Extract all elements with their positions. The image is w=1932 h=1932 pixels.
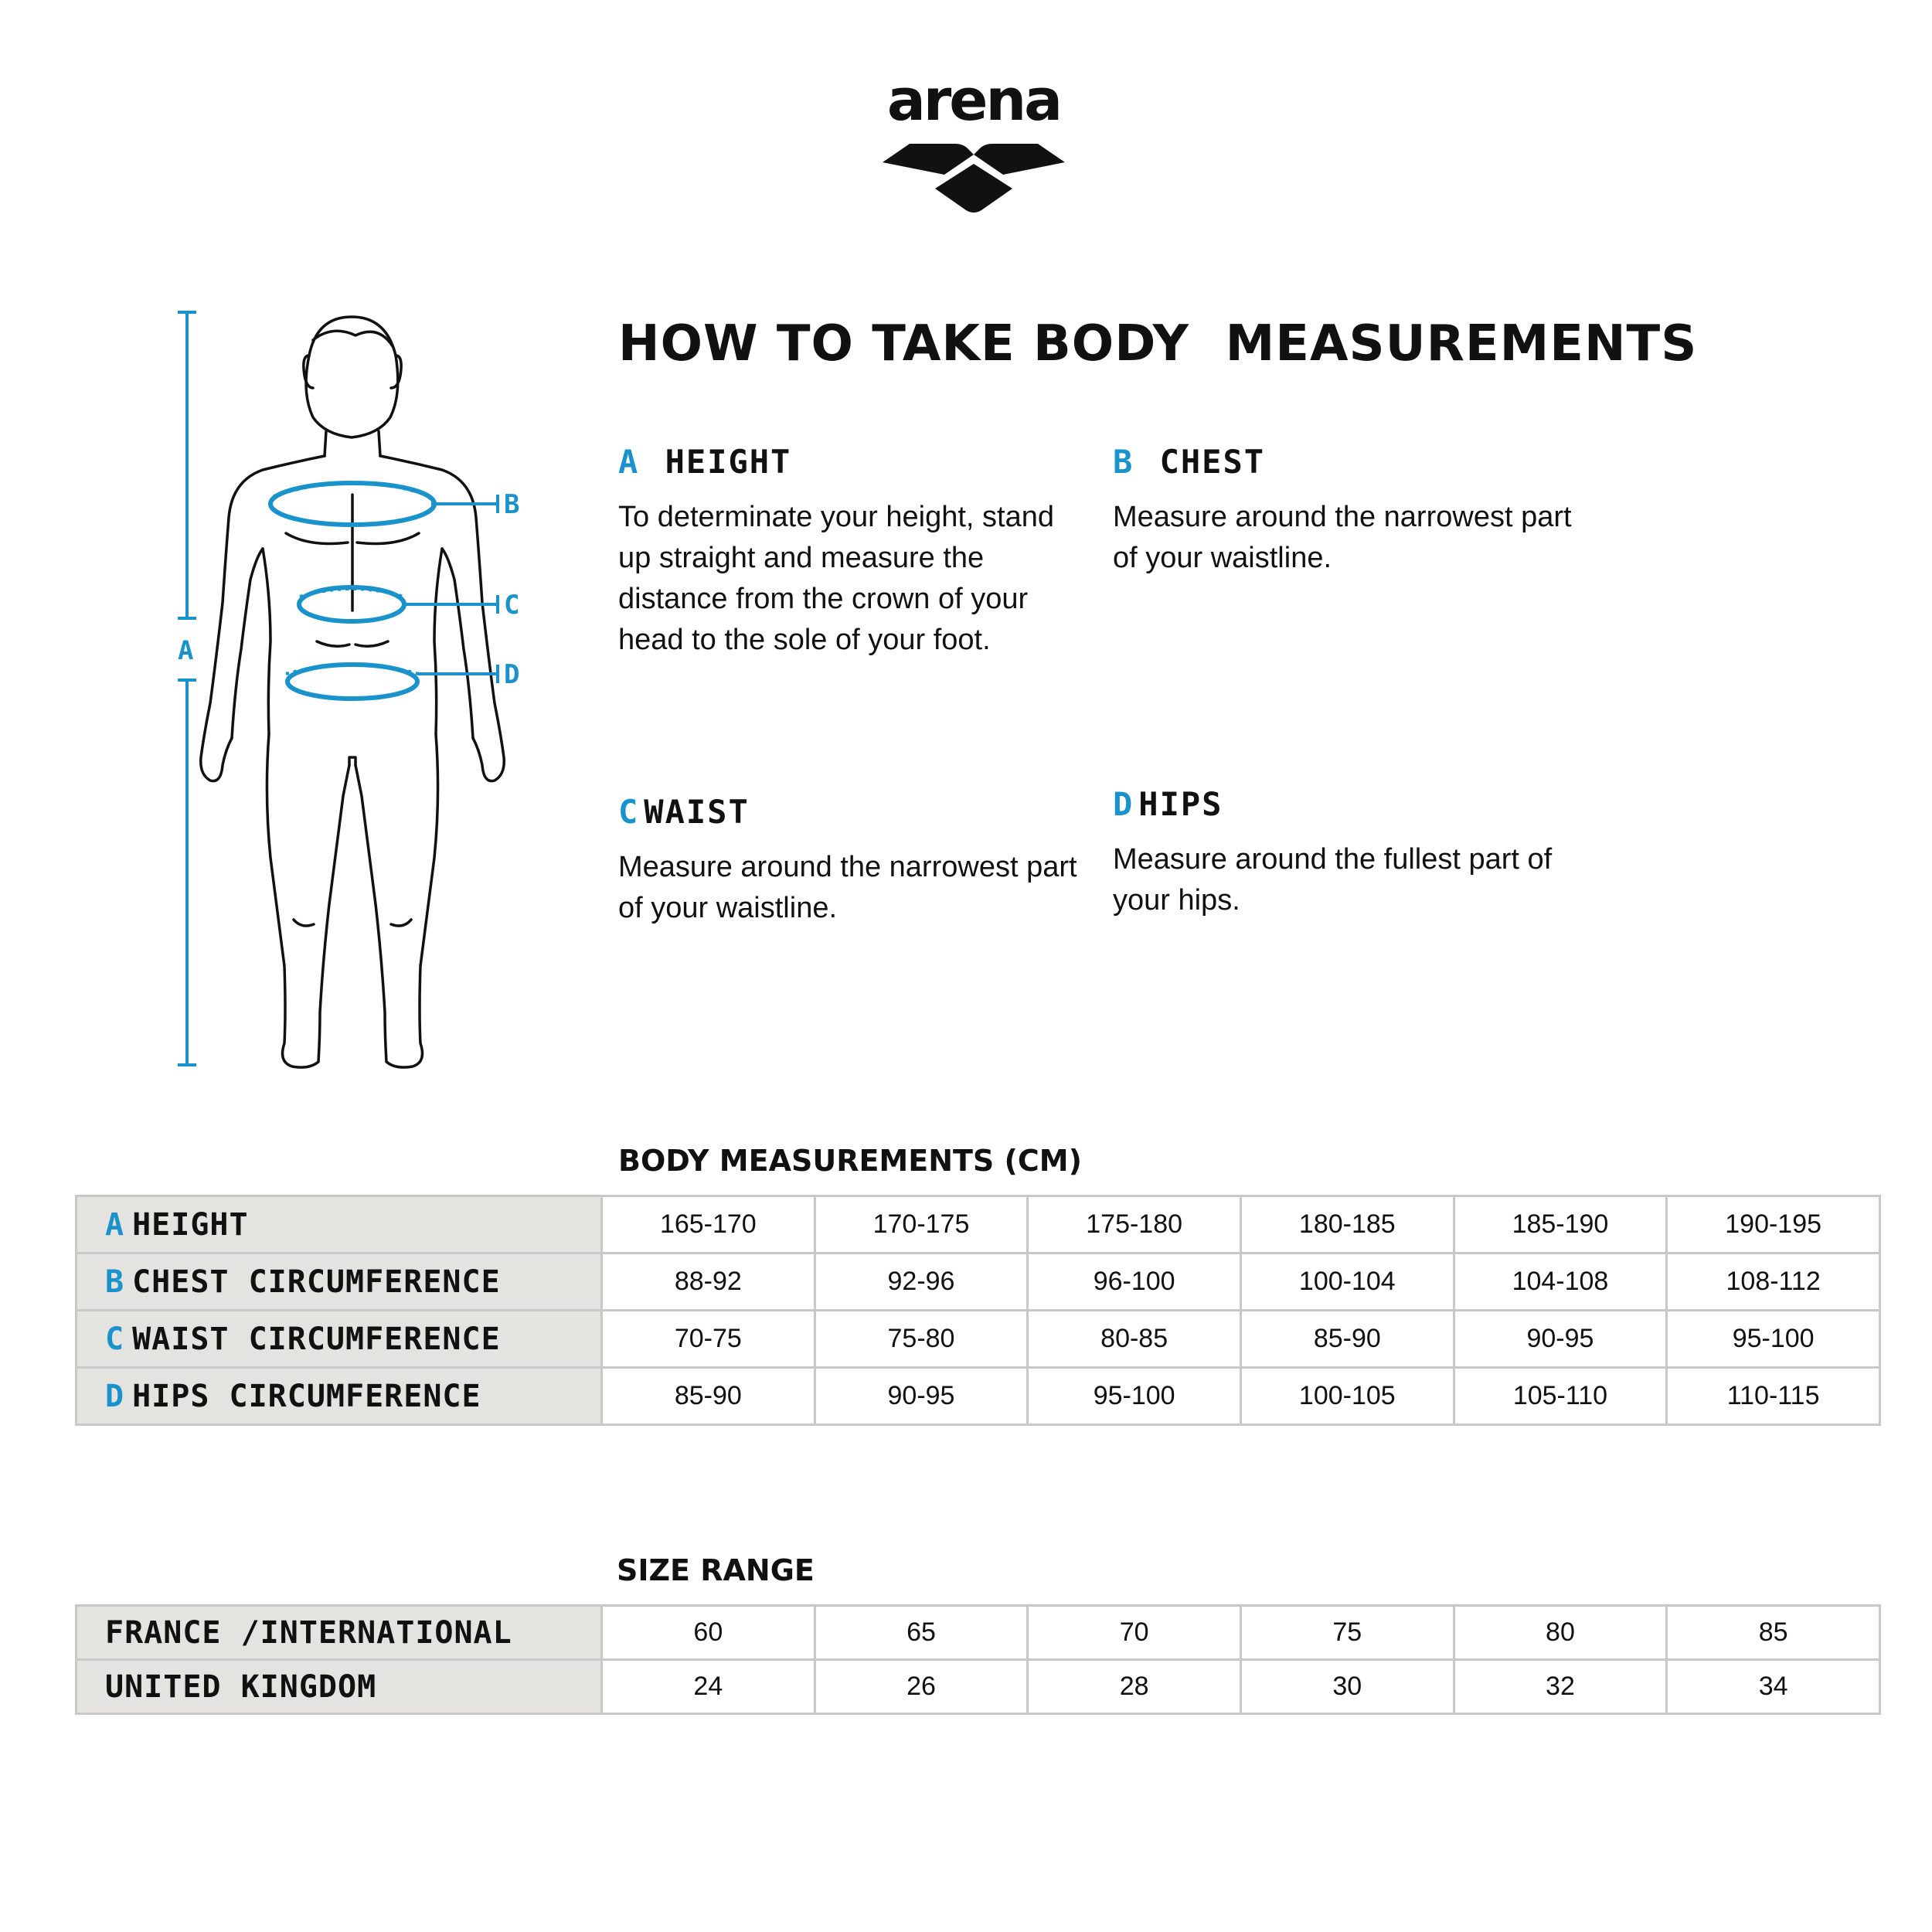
section-text: Measure around the narrowest part of your waistline. bbox=[618, 851, 1077, 925]
section-heading bbox=[618, 794, 1082, 830]
row-label bbox=[77, 1311, 602, 1368]
diamond-logo-icon bbox=[883, 131, 1065, 216]
row-letter: C bbox=[105, 1321, 125, 1357]
section-chest bbox=[1113, 444, 1577, 579]
section-text: Measure around the narrowest part of your waistline. bbox=[1113, 501, 1572, 575]
size-range-table bbox=[75, 1604, 1881, 1715]
section-title: WAIST bbox=[644, 793, 750, 831]
row-label: FRANCE /INTERNATIONAL bbox=[77, 1606, 602, 1660]
table-row bbox=[77, 1606, 1880, 1660]
table-cell: 110-115 bbox=[1667, 1368, 1880, 1425]
table-cell: 100-104 bbox=[1240, 1253, 1454, 1311]
section-heading bbox=[618, 444, 1082, 480]
table-cell: 70 bbox=[1028, 1606, 1241, 1660]
table-row bbox=[77, 1660, 1880, 1714]
size-table-caption: SIZE RANGE bbox=[617, 1553, 815, 1587]
section-text: To determinate your height, stand up straight and measure the distance from the crown of your head to the sole of your foot. bbox=[618, 501, 1055, 657]
table-cell: 96-100 bbox=[1028, 1253, 1241, 1311]
table-cell: 108-112 bbox=[1667, 1253, 1880, 1311]
table-cell: 70-75 bbox=[602, 1311, 815, 1368]
height-measure-line bbox=[178, 312, 196, 1065]
table-cell: 85-90 bbox=[602, 1368, 815, 1425]
table-cell: 190-195 bbox=[1667, 1196, 1880, 1253]
row-label-text: WAIST CIRCUMFERENCE bbox=[132, 1321, 501, 1357]
table-cell: 180-185 bbox=[1240, 1196, 1454, 1253]
table-cell: 75-80 bbox=[815, 1311, 1028, 1368]
row-letter: B bbox=[105, 1264, 125, 1300]
waist-measure-ring bbox=[299, 587, 498, 621]
table-cell: 24 bbox=[602, 1660, 815, 1714]
section-hips bbox=[1113, 787, 1577, 921]
chest-measure-ring bbox=[270, 483, 498, 525]
figure-label-d: D bbox=[504, 659, 520, 690]
section-heading bbox=[1113, 444, 1577, 480]
figure-label-c: C bbox=[504, 590, 520, 621]
table-cell: 85-90 bbox=[1240, 1311, 1454, 1368]
table-cell: 88-92 bbox=[602, 1253, 815, 1311]
table-cell: 85 bbox=[1667, 1606, 1880, 1660]
row-label bbox=[77, 1368, 602, 1425]
table-cell: 90-95 bbox=[1454, 1311, 1667, 1368]
table-cell: 80-85 bbox=[1028, 1311, 1241, 1368]
row-letter: A bbox=[105, 1206, 125, 1243]
table-cell: 65 bbox=[815, 1606, 1028, 1660]
table-row bbox=[77, 1311, 1880, 1368]
row-label-text: HEIGHT bbox=[132, 1206, 249, 1243]
table-cell: 95-100 bbox=[1028, 1368, 1241, 1425]
table-row bbox=[77, 1368, 1880, 1425]
section-text: Measure around the fullest part of your hips. bbox=[1113, 843, 1553, 917]
table-cell: 105-110 bbox=[1454, 1368, 1667, 1425]
table-cell: 92-96 bbox=[815, 1253, 1028, 1311]
table-cell: 90-95 bbox=[815, 1368, 1028, 1425]
section-letter: C bbox=[618, 793, 640, 831]
figure-label-a: A bbox=[178, 635, 194, 666]
section-waist bbox=[618, 794, 1082, 929]
table-row bbox=[77, 1253, 1880, 1311]
table-cell: 170-175 bbox=[815, 1196, 1028, 1253]
row-label-text: CHEST CIRCUMFERENCE bbox=[132, 1264, 501, 1300]
row-label bbox=[77, 1196, 602, 1253]
body-measurements-table bbox=[75, 1195, 1881, 1426]
table-cell: 100-105 bbox=[1240, 1368, 1454, 1425]
table-cell: 32 bbox=[1454, 1660, 1667, 1714]
table-cell: 95-100 bbox=[1667, 1311, 1880, 1368]
table-cell: 80 bbox=[1454, 1606, 1667, 1660]
section-letter: D bbox=[1113, 785, 1134, 823]
section-heading bbox=[1113, 787, 1577, 822]
logo-wordmark: arena bbox=[886, 67, 1061, 134]
page-title: HOW TO TAKE BODY MEASUREMENTS bbox=[618, 315, 1698, 372]
section-title: CHEST bbox=[1159, 443, 1266, 481]
body-outline bbox=[201, 317, 505, 1067]
table-cell: 60 bbox=[602, 1606, 815, 1660]
table-row bbox=[77, 1196, 1880, 1253]
row-letter: D bbox=[105, 1378, 125, 1414]
table-cell: 175-180 bbox=[1028, 1196, 1241, 1253]
row-label: UNITED KINGDOM bbox=[77, 1660, 602, 1714]
row-label bbox=[77, 1253, 602, 1311]
table-cell: 26 bbox=[815, 1660, 1028, 1714]
section-title: HEIGHT bbox=[665, 443, 792, 481]
section-height bbox=[618, 444, 1082, 661]
table-cell: 30 bbox=[1240, 1660, 1454, 1714]
table-cell: 165-170 bbox=[602, 1196, 815, 1253]
arena-logo bbox=[881, 67, 1066, 216]
table-cell: 75 bbox=[1240, 1606, 1454, 1660]
table-cell: 185-190 bbox=[1454, 1196, 1667, 1253]
section-letter: B bbox=[1113, 443, 1134, 481]
figure-label-b: B bbox=[504, 489, 520, 520]
body-table-caption: BODY MEASUREMENTS (CM) bbox=[618, 1144, 1082, 1178]
row-label-text: HIPS CIRCUMFERENCE bbox=[132, 1378, 481, 1414]
table-cell: 104-108 bbox=[1454, 1253, 1667, 1311]
table-cell: 34 bbox=[1667, 1660, 1880, 1714]
table-cell: 28 bbox=[1028, 1660, 1241, 1714]
section-letter: A bbox=[618, 443, 640, 481]
body-measurement-figure bbox=[155, 301, 556, 1082]
section-title: HIPS bbox=[1138, 785, 1223, 823]
